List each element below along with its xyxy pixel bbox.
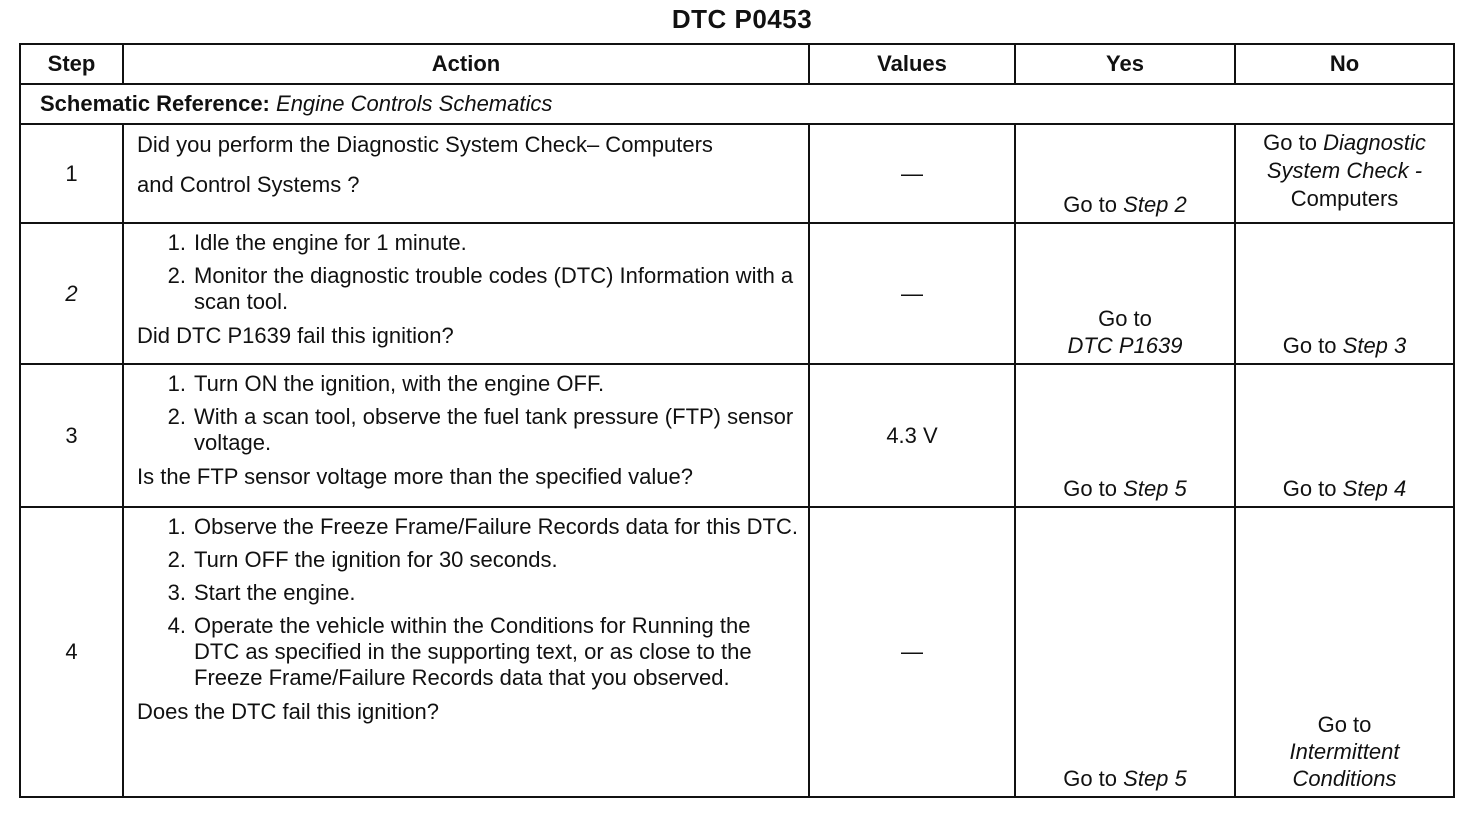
value-cell: — — [809, 507, 1015, 797]
value-cell: 4.3 V — [809, 364, 1015, 507]
yes-link[interactable]: Step 5 — [1123, 476, 1187, 501]
action-question: Is the FTP sensor voltage more than the specified value? — [137, 464, 694, 489]
document-title: DTC P0453 — [671, 4, 813, 34]
table-row — [20, 223, 1454, 364]
list-item: 1. Turn ON the ignition, with the engine OFF. — [167, 371, 605, 396]
yes-prefix: Go to — [1063, 766, 1118, 791]
no-link[interactable]: Intermittent — [1289, 739, 1400, 764]
action-cell — [123, 124, 809, 223]
value-cell: — — [809, 124, 1015, 223]
step-number: 1 — [20, 124, 123, 223]
yes-cell[interactable] — [1015, 223, 1235, 364]
schematic-label: Schematic Reference: — [40, 91, 270, 116]
schematic-link[interactable]: Engine Controls Schematics — [276, 91, 553, 116]
yes-prefix: Go to — [1098, 306, 1152, 331]
yes-prefix: Go to — [1063, 476, 1118, 501]
header-no: No — [1235, 44, 1454, 84]
no-link[interactable]: Step 3 — [1342, 333, 1407, 358]
schematic-row — [20, 84, 1454, 124]
action-question: Did DTC P1639 fail this ignition? — [137, 323, 454, 348]
action-question: and Control Systems ? — [137, 172, 360, 197]
list-item: 2. With a scan tool, observe the fuel tank pressure (FTP) sensor voltage. — [167, 404, 794, 455]
no-prefix: Go to — [1282, 476, 1337, 501]
action-cell — [123, 223, 809, 364]
list-item: 2. Monitor the diagnostic trouble codes (DTC) Information with a scan tool. — [167, 263, 794, 314]
no-link[interactable]: Step 4 — [1342, 476, 1407, 501]
schematic-reference — [20, 84, 1454, 124]
list-item: 2. Turn OFF the ignition for 30 seconds. — [167, 547, 558, 572]
no-link[interactable]: Diagnostic — [1323, 130, 1426, 155]
no-cell[interactable] — [1235, 124, 1454, 223]
step-number: 3 — [20, 364, 123, 507]
list-item: 1. Idle the engine for 1 minute. — [167, 230, 467, 255]
no-link[interactable]: Conditions — [1292, 766, 1397, 791]
no-cell[interactable] — [1235, 507, 1454, 797]
header-values: Values — [809, 44, 1015, 84]
list-item: 1. Observe the Freeze Frame/Failure Records data for this DTC. — [167, 514, 798, 539]
yes-cell[interactable] — [1015, 124, 1235, 223]
yes-link[interactable]: Step 5 — [1123, 766, 1187, 791]
yes-prefix: Go to — [1063, 192, 1118, 217]
no-cell[interactable] — [1235, 364, 1454, 507]
step-number: 4 — [20, 507, 123, 797]
action-cell — [123, 364, 809, 507]
yes-cell[interactable] — [1015, 507, 1235, 797]
yes-link[interactable]: DTC P1639 — [1067, 333, 1183, 358]
list-item: 3. Start the engine. — [167, 580, 356, 605]
table-row — [20, 507, 1454, 797]
no-link[interactable]: System Check - — [1266, 158, 1423, 183]
action-cell — [123, 507, 809, 797]
diagnostic-table — [19, 43, 1455, 798]
no-prefix: Go to — [1263, 130, 1317, 155]
no-suffix: Computers — [1290, 186, 1399, 211]
value-cell: — — [809, 223, 1015, 364]
header-row — [20, 44, 1454, 84]
step-number: 2 — [20, 223, 123, 364]
table-row — [20, 124, 1454, 223]
action-question: Does the DTC fail this ignition? — [137, 699, 440, 724]
table-row — [20, 364, 1454, 507]
no-prefix: Go to — [1317, 712, 1372, 737]
no-cell[interactable] — [1235, 223, 1454, 364]
header-step: Step — [20, 44, 123, 84]
header-yes: Yes — [1015, 44, 1235, 84]
list-item: 4. Operate the vehicle within the Conditions for Running the DTC as specified in the supporting text, or as close to the Freeze Frame/Failure Records data that you observed. — [167, 613, 752, 690]
yes-link[interactable]: Step 2 — [1123, 192, 1187, 217]
header-action: Action — [123, 44, 809, 84]
action-question: Did you perform the Diagnostic System Check– Computers — [137, 132, 713, 157]
no-prefix: Go to — [1282, 333, 1337, 358]
yes-cell[interactable] — [1015, 364, 1235, 507]
